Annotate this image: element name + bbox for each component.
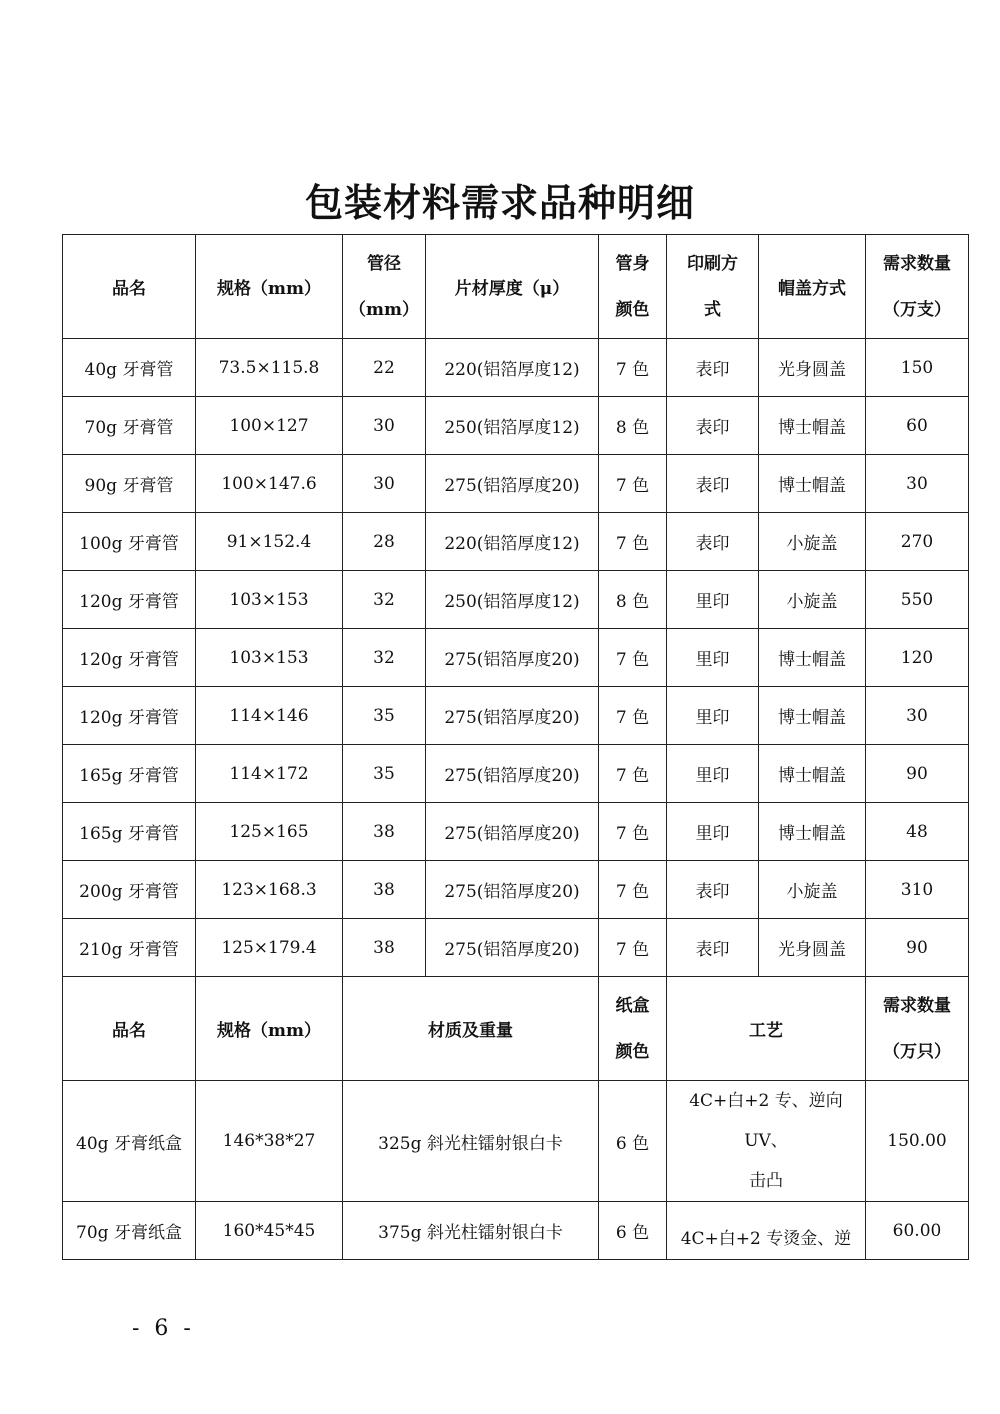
box-qty: 150.00 [866, 1081, 969, 1202]
box-header-color [599, 977, 667, 1081]
box-process [667, 1202, 866, 1260]
box-process-line2: 击凸 [749, 1171, 783, 1191]
tube-diameter: 38 [343, 861, 426, 919]
tube-qty: 90 [866, 745, 969, 803]
tube-row [63, 745, 969, 803]
tube-thickness: 275(铝箔厚度20) [426, 919, 599, 977]
tube-color: 7 色 [599, 745, 667, 803]
tube-cap: 小旋盖 [759, 861, 866, 919]
box-header-qty [866, 977, 969, 1081]
header-thickness: 片材厚度（μ） [426, 235, 599, 339]
box-header-name: 品名 [63, 977, 196, 1081]
box-material: 325g 斜光柱镭射银白卡 [343, 1081, 599, 1202]
tube-thickness: 275(铝箔厚度20) [426, 803, 599, 861]
tube-diameter: 32 [343, 629, 426, 687]
tube-thickness: 275(铝箔厚度20) [426, 861, 599, 919]
box-qty: 60.00 [866, 1202, 969, 1260]
tube-cap: 博士帽盖 [759, 455, 866, 513]
tube-print: 里印 [667, 571, 759, 629]
tube-thickness: 250(铝箔厚度12) [426, 571, 599, 629]
tube-cap: 博士帽盖 [759, 745, 866, 803]
tube-name: 200g 牙膏管 [63, 861, 196, 919]
tube-cap: 博士帽盖 [759, 397, 866, 455]
tube-print: 表印 [667, 397, 759, 455]
tube-cap: 博士帽盖 [759, 629, 866, 687]
tube-thickness: 220(铝箔厚度12) [426, 513, 599, 571]
tube-row [63, 919, 969, 977]
page-number: - 6 - [132, 1316, 195, 1341]
tube-header-row [63, 235, 969, 339]
header-print-line1: 印刷方 [687, 253, 738, 274]
box-name: 40g 牙膏纸盒 [63, 1081, 196, 1202]
tube-row [63, 629, 969, 687]
tube-print: 里印 [667, 629, 759, 687]
tube-diameter: 30 [343, 397, 426, 455]
tube-thickness: 220(铝箔厚度12) [426, 339, 599, 397]
tube-thickness: 250(铝箔厚度12) [426, 397, 599, 455]
header-qty-line1: 需求数量 [883, 253, 951, 274]
tube-name: 165g 牙膏管 [63, 745, 196, 803]
header-print [667, 235, 759, 339]
tube-qty: 30 [866, 455, 969, 513]
tube-cap: 光身圆盖 [759, 919, 866, 977]
tube-qty: 90 [866, 919, 969, 977]
box-process [667, 1081, 866, 1202]
tube-row [63, 397, 969, 455]
tube-spec: 100×127 [196, 397, 343, 455]
tube-cap: 小旋盖 [759, 571, 866, 629]
box-header-process: 工艺 [667, 977, 866, 1081]
tube-name: 90g 牙膏管 [63, 455, 196, 513]
tube-thickness: 275(铝箔厚度20) [426, 745, 599, 803]
header-qty [866, 235, 969, 339]
tube-row [63, 571, 969, 629]
tube-color: 7 色 [599, 919, 667, 977]
tube-spec: 114×172 [196, 745, 343, 803]
header-diameter-line1: 管径 [367, 253, 401, 274]
tube-color: 7 色 [599, 861, 667, 919]
tube-name: 40g 牙膏管 [63, 339, 196, 397]
box-color: 6 色 [599, 1202, 667, 1260]
box-header-spec: 规格（mm） [196, 977, 343, 1081]
header-tube-color-line2: 颜色 [615, 299, 650, 320]
tube-color: 7 色 [599, 687, 667, 745]
tube-spec: 125×165 [196, 803, 343, 861]
box-color: 6 色 [599, 1081, 667, 1202]
box-spec: 160*45*45 [196, 1202, 343, 1260]
tube-color: 7 色 [599, 803, 667, 861]
tube-name: 120g 牙膏管 [63, 687, 196, 745]
tube-diameter: 30 [343, 455, 426, 513]
document-title: 包装材料需求品种明细 [304, 180, 695, 225]
tube-cap: 光身圆盖 [759, 339, 866, 397]
header-diameter-line2: （mm） [349, 299, 419, 320]
box-material: 375g 斜光柱镭射银白卡 [343, 1202, 599, 1260]
box-header-qty-line1: 需求数量 [883, 995, 951, 1016]
tube-qty: 310 [866, 861, 969, 919]
header-tube-color [599, 235, 667, 339]
tube-cap: 小旋盖 [759, 513, 866, 571]
tube-spec: 125×179.4 [196, 919, 343, 977]
tube-name: 120g 牙膏管 [63, 571, 196, 629]
header-diameter [343, 235, 426, 339]
box-name: 70g 牙膏纸盒 [63, 1202, 196, 1260]
box-process-line1: 4C+白+2 专、逆向UV、 [689, 1091, 843, 1151]
tube-print: 里印 [667, 803, 759, 861]
tube-qty: 60 [866, 397, 969, 455]
box-spec: 146*38*27 [196, 1081, 343, 1202]
tube-row [63, 513, 969, 571]
tube-color: 7 色 [599, 339, 667, 397]
tube-row [63, 687, 969, 745]
box-process-line1: 4C+白+2 专烫金、逆 [680, 1229, 852, 1249]
tube-qty: 270 [866, 513, 969, 571]
tube-spec: 103×153 [196, 571, 343, 629]
tube-qty: 550 [866, 571, 969, 629]
tube-color: 7 色 [599, 455, 667, 513]
tube-print: 表印 [667, 861, 759, 919]
tube-spec: 114×146 [196, 687, 343, 745]
tube-color: 7 色 [599, 629, 667, 687]
tube-name: 120g 牙膏管 [63, 629, 196, 687]
tube-cap: 博士帽盖 [759, 803, 866, 861]
tube-diameter: 32 [343, 571, 426, 629]
box-header-qty-line2: （万只） [883, 1041, 951, 1062]
tube-qty: 48 [866, 803, 969, 861]
header-cap: 帽盖方式 [759, 235, 866, 339]
tube-row [63, 861, 969, 919]
box-header-material: 材质及重量 [343, 977, 599, 1081]
header-qty-line2: （万支） [883, 299, 951, 320]
tube-qty: 150 [866, 339, 969, 397]
tube-diameter: 38 [343, 919, 426, 977]
tube-print: 表印 [667, 513, 759, 571]
tube-row [63, 803, 969, 861]
tube-color: 7 色 [599, 513, 667, 571]
tube-print: 表印 [667, 339, 759, 397]
tube-qty: 30 [866, 687, 969, 745]
tube-spec: 103×153 [196, 629, 343, 687]
box-header-color-line1: 纸盒 [615, 995, 650, 1016]
tube-color: 8 色 [599, 571, 667, 629]
tube-diameter: 22 [343, 339, 426, 397]
tube-print: 里印 [667, 687, 759, 745]
tube-row [63, 339, 969, 397]
tube-diameter: 35 [343, 687, 426, 745]
tube-spec: 123×168.3 [196, 861, 343, 919]
box-row [63, 1081, 969, 1202]
tube-name: 165g 牙膏管 [63, 803, 196, 861]
tube-thickness: 275(铝箔厚度20) [426, 687, 599, 745]
tube-name: 70g 牙膏管 [63, 397, 196, 455]
tube-spec: 91×152.4 [196, 513, 343, 571]
tube-name: 210g 牙膏管 [63, 919, 196, 977]
box-header-row [63, 977, 969, 1081]
tube-diameter: 38 [343, 803, 426, 861]
tube-print: 里印 [667, 745, 759, 803]
header-print-line2: 式 [704, 299, 721, 320]
header-spec: 规格（mm） [196, 235, 343, 339]
tube-print: 表印 [667, 455, 759, 513]
header-name: 品名 [63, 235, 196, 339]
tube-spec: 73.5×115.8 [196, 339, 343, 397]
tube-cap: 博士帽盖 [759, 687, 866, 745]
tube-diameter: 28 [343, 513, 426, 571]
header-tube-color-line1: 管身 [615, 253, 650, 274]
tube-row [63, 455, 969, 513]
materials-table [62, 234, 969, 1260]
tube-thickness: 275(铝箔厚度20) [426, 629, 599, 687]
tube-spec: 100×147.6 [196, 455, 343, 513]
box-header-color-line2: 颜色 [615, 1041, 650, 1062]
tube-name: 100g 牙膏管 [63, 513, 196, 571]
tube-thickness: 275(铝箔厚度20) [426, 455, 599, 513]
box-row [63, 1202, 969, 1260]
tube-diameter: 35 [343, 745, 426, 803]
tube-color: 8 色 [599, 397, 667, 455]
tube-qty: 120 [866, 629, 969, 687]
tube-print: 表印 [667, 919, 759, 977]
